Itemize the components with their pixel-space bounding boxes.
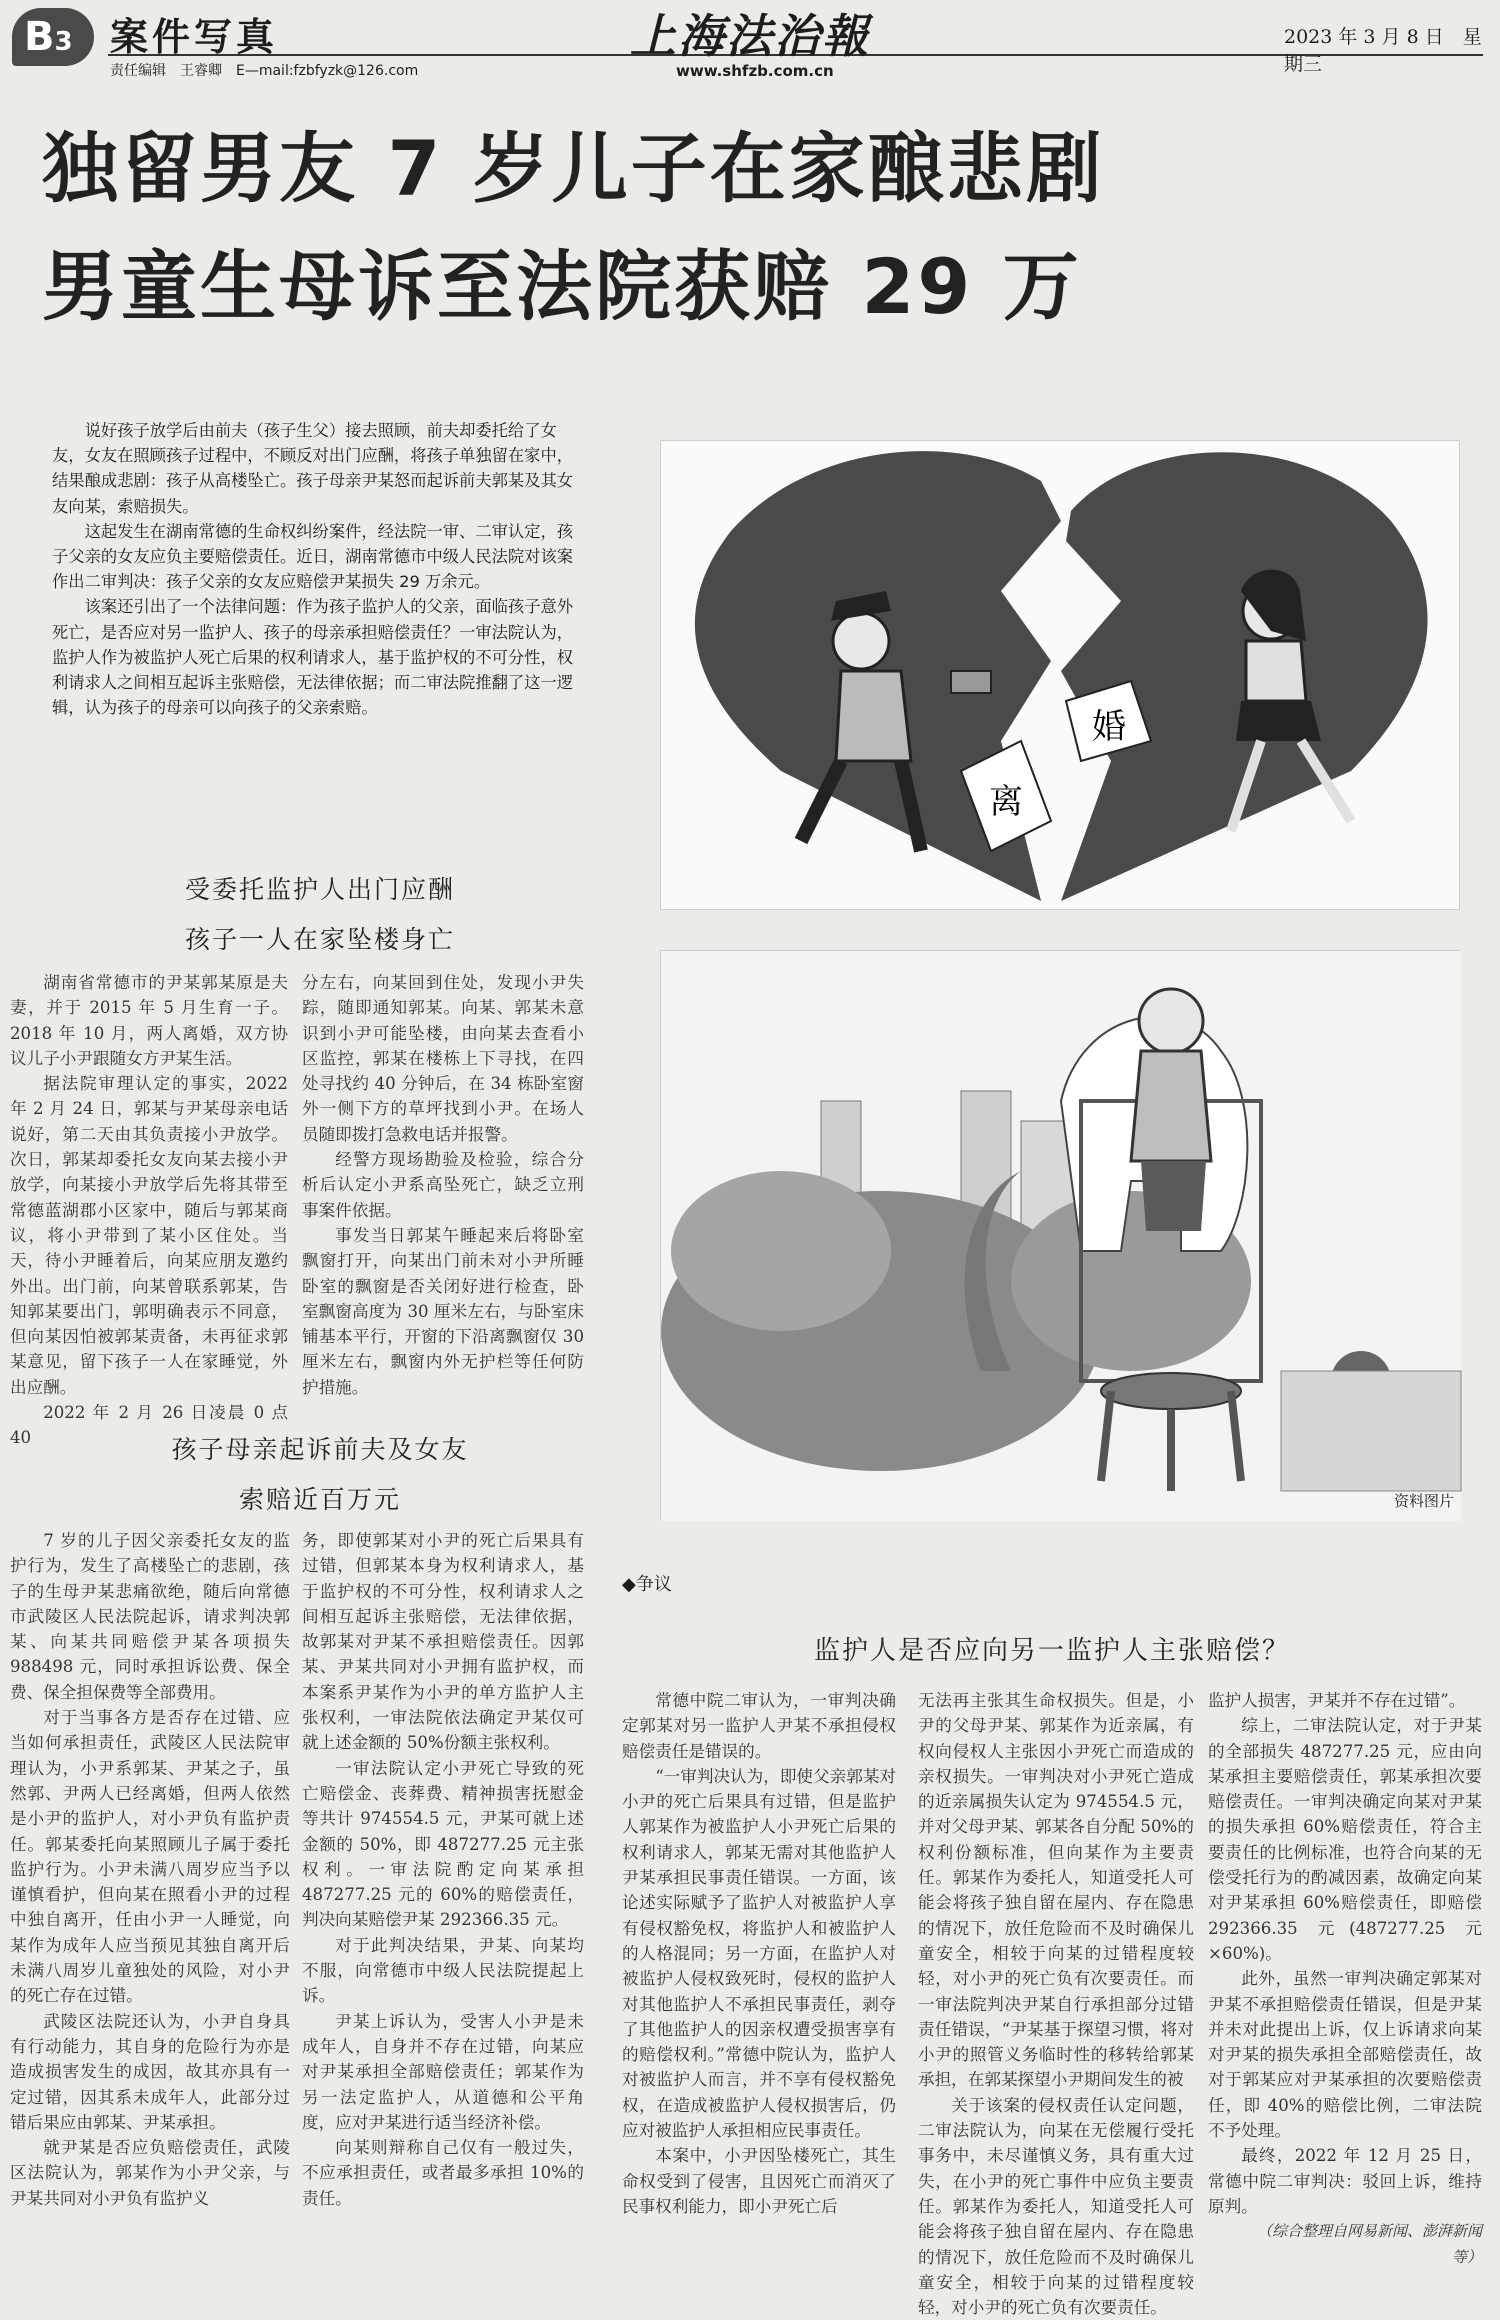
dispute-tag: ◆争议: [622, 1574, 672, 1595]
headline-line-2: 男童生母诉至法院获赔 29 万: [42, 242, 1082, 331]
intro-paragraph: 说好孩子放学后由前夫（孩子生父）接去照顾，前夫却委托给了女友，女友在照顾孩子过程中，不顾反对出门应酬，将孩子单独留在家中，结果酿成悲剧：孩子从高楼坠亡。孩子母亲尹某怒而起诉前夫郭某及其女友向某，索赔损失。: [52, 421, 574, 516]
editor-line: 责任编辑 王睿卿 E—mail:fzbfyzk@126.com: [110, 63, 419, 79]
broken-heart-drawing: [661, 441, 1461, 911]
body-paragraph: 2022 年 2 月 26 日凌晨 0 点 40: [10, 1403, 288, 1448]
body-paragraph: 对于当事各方是否存在过错、应当如何承担责任，武陵区人民法院审理认为，小尹系郭某、尹某之子，虽然郭、尹两人已经离婚，但两人依然是小尹的监护人，对小尹负有监护责任。郭某委托向某照顾儿子属于委托监护行为。小尹未满八周岁应当予以谨慎看护，但向某在照看小尹的过程中独自离开，任由小尹一人睡觉，向某作为成年人应当预见其独自离开后未满八周岁儿童独处的风险，对小尹的死亡存在过错。: [10, 1708, 290, 2006]
body-paragraph: 就尹某是否应负赔偿责任，武陵区法院认为，郭某作为小尹父亲，与尹某共同对小尹负有监护义: [10, 2138, 290, 2208]
illustration-boy-window: [660, 950, 1460, 1520]
body-paragraph: 事发当日郭某午睡起来后将卧室飘窗打开，向某出门前未对小尹所睡卧室的飘窗是否关闭好进行检查，卧室飘窗高度为 30 厘米左右，与卧室床铺基本平行，开窗的下沿离飘窗仅 30 厘米左右，飘窗内外无护栏等任何防护措施。: [302, 1225, 584, 1397]
section-title: 案件写真: [110, 15, 279, 59]
headline-line-1: 独留男友 7 岁儿子在家酿悲剧: [42, 124, 1105, 213]
body-paragraph: 经警方现场勘验及检验，综合分析后认定小尹系高坠死亡，缺乏立刑事案件依据。: [302, 1150, 584, 1220]
section1-title-1: 受委托监护人出门应酬: [184, 875, 455, 904]
divorce-char-1: 离: [989, 782, 1023, 822]
website-url: www.shfzb.com.cn: [676, 62, 834, 80]
dispute-column-b: [918, 1688, 1194, 2318]
intro-paragraph: 该案还引出了一个法律问题：作为孩子监护人的父亲，面临孩子意外死亡，是否应对另一监护人、孩子的母亲承担赔偿责任？一审法院认为，监护人作为被监护人死亡后果的权利请求人，基于监护权的不可分性，权利请求人之间相互起诉主张赔偿，无法律依据；而二审法院推翻了这一逻辑，认为孩子的母亲可以向孩子的父亲索赔。: [52, 597, 574, 718]
section1-column-a: [10, 970, 288, 1451]
body-paragraph: 综上，二审法院认定，对于尹某的全部损失 487277.25 元，应由向某承担主要赔偿责任，郭某承担次要赔偿责任。一审判决确定向某对尹某的损失承担 60%赔偿责任，符合主要责任的比例标准，也符合向某的无偿受托行为的酌减因素，故确定向某对尹某承担 60%赔偿责任，即赔偿 292366.35 元(487277.25 元×60%)。: [1208, 1716, 1482, 1963]
body-paragraph: 尹某上诉认为，受害人小尹是未成年人，自身并不存在过错，向某应对尹某承担全部赔偿责任；郭某作为另一法定监护人，从道德和公平角度，应对尹某进行适当经济补偿。: [302, 2011, 584, 2132]
intro-block: [52, 418, 587, 720]
illustration-broken-heart: [660, 440, 1460, 910]
body-paragraph: 7 岁的儿子因父亲委托女友的监护行为，发生了高楼坠亡的悲剧，孩子的生母尹某悲痛欲绝，随后向常德市武陵区人民法院起诉，请求判决郭某、向某共同赔偿尹某各项损失 988498 元，同时承担诉讼费、保全费、保全担保费等全部费用。: [10, 1531, 290, 1702]
divorce-char-2: 婚: [1092, 707, 1126, 747]
body-paragraph: 务，即使郭某对小尹的死亡后果具有过错，但郭某本身为权利请求人，基于监护权的不可分性，权利请求人之间相互起诉主张赔偿，无法律依据，故郭某对尹某不承担赔偿责任。因郭某、尹某共同对小尹拥有监护权，而本案系尹某作为小尹的单方监护人主张权利，一审法院依法确定尹某仅可就上述金额的 50%份额主张权利。: [302, 1531, 584, 1753]
body-paragraph: 向某则辩称自己仅有一般过失，不应承担责任，或者最多承担 10%的责任。: [302, 2138, 584, 2208]
intro-paragraph: 这起发生在湖南常德的生命权纠纷案件，经法院一审、二审认定，孩子父亲的女友应负主要赔偿责任。近日，湖南常德市中级人民法院对该案作出二审判决：孩子父亲的女友应赔偿尹某损失 29 万余元。: [52, 521, 574, 592]
body-paragraph: 武陵区法院还认为，小尹自身具有行动能力，其自身的危险行为亦是造成损害发生的成因，故其亦具有一定过错，因其系未成年人，此部分过错后果应由郭某、尹某承担。: [10, 2011, 290, 2132]
body-paragraph: 湖南省常德市的尹某郭某原是夫妻，并于 2015 年 5 月生育一子。2018 年 10 月，两人离婚，双方协议儿子小尹跟随女方尹某生活。: [10, 973, 288, 1068]
masthead-logo: 上海法治報: [630, 9, 870, 63]
body-paragraph: 本案中，小尹因坠楼死亡，其生命权受到了侵害，且因死亡而消灭了民事权利能力，即小尹死亡后: [622, 2146, 896, 2216]
section1-column-b: [302, 970, 584, 1400]
body-paragraph: 据法院审理认定的事实，2022 年 2 月 24 日，郭某与尹某母亲电话说好，第二天由其负责接小尹放学。次日，郭某却委托女友向某去接小尹放学，向某接小尹放学后先将其带至常德蓝湖郡小区家中，随后与郭某商议，将小尹带到了某小区住处。当天，待小尹睡着后，向某应朋友邀约外出。出门前，向某曾联系郭某，告知郭某要出门，郭明确表示不同意，但向某因怕被郭某责备，未再征求郭某意见，留下孩子一人在家睡觉，外出应酬。: [10, 1074, 288, 1397]
boy-window-drawing: [661, 951, 1461, 1521]
body-paragraph: 最终，2022 年 12 月 25 日，常德中院二审判决：驳回上诉，维持原判。: [1208, 2146, 1482, 2216]
section2-title-1: 孩子母亲起诉前夫及女友: [171, 1435, 469, 1464]
body-paragraph: “一审判决认为，即使父亲郭某对小尹的死亡后果具有过错，但是监护人郭某作为被监护人小尹死亡后果的权利请求人，郭某无需对其他监护人尹某承担民事责任错误。一方面，该论述实际赋予了监护人对被监护人享有侵权豁免权，将监护人和被监护人的人格混同；另一方面，在监护人对被监护人侵权致死时，侵权的监护人对其他监护人不承担民事责任，剥夺了其他监护人的因亲权遭受损害享有的赔偿权利。”常德中院认为，监护人对被监护人而言，并不享有侵权豁免权，在造成被监护人侵权损害后，仍应对被监护人承担相应民事责任。: [622, 1766, 896, 2141]
section1-title-2: 孩子一人在家坠楼身亡: [184, 925, 455, 954]
body-paragraph: 对于此判决结果，尹某、向某均不服，向常德市中级人民法院提起上诉。: [302, 1935, 584, 2006]
page-header: [0, 0, 1500, 90]
body-paragraph: 此外，虽然一审判决确定郭某对尹某不承担赔偿责任错误，但是尹某并未对此提出上诉，仅上诉请求向某对尹某的损失承担全部赔偿责任，故对于郭某应对尹某承担的次要赔偿责任，即 40%的赔偿比例，二审法院不予处理。: [1208, 1969, 1482, 2141]
section2-column-a: [10, 1528, 290, 2218]
source-note: （综合整理自网易新闻、澎湃新闻等）: [1256, 2222, 1482, 2266]
section2-column-b: [302, 1528, 584, 2218]
body-paragraph: 监护人损害，尹某并不存在过错”。: [1208, 1691, 1466, 1710]
body-paragraph: 分左右，向某回到住处，发现小尹失踪，随即通知郭某。向某、郭某未意识到小尹可能坠楼，由向某去查看小区监控，郭某在楼栋上下寻找，在四处寻找约 40 分钟后，在 34 栋卧室窗外一侧下方的草坪找到小尹。在场人员随即拨打急救电话并报警。: [302, 973, 584, 1144]
dispute-column-a: [622, 1688, 896, 2218]
body-paragraph: 常德中院二审认为，一审判决确定郭某对另一监护人尹某不承担侵权赔偿责任是错误的。: [622, 1691, 896, 1761]
page-badge: B3: [12, 8, 94, 66]
body-paragraph: 关于该案的侵权责任认定问题，二审法院认为，向某在无偿履行受托事务中，未尽谨慎义务，具有重大过失，在小尹的死亡事件中应负主要责任。郭某作为委托人，知道受托人可能会将孩子独自留在屋内、存在隐患的情况下，放任危险而不及时确保儿童安全，相较于向某的过错程度较轻，对小尹的死亡负有次要责任。: [918, 2095, 1194, 2318]
dispute-title: 监护人是否应向另一监护人主张赔偿？: [813, 1636, 1290, 1666]
body-paragraph: 无法再主张其生命权损失。但是，小尹的父母尹某、郭某作为近亲属，有权向侵权人主张因小尹死亡而造成的亲权损失。一审判决对小尹死亡造成的近亲属损失认定为 974554.5 元，并对父母尹某、郭某各自分配 50%的权利份额标准，但向某作为主要责任。郭某作为委托人，知道受托人可能会将孩子独自留在屋内、存在隐患的情况下，放任危险而不及时确保儿童安全，相较于向某的过错程度较轻，对小尹的死亡负有次要责任。而一审法院判决尹某自行承担部分过错责任错误，“尹某基于探望习惯，将对小尹的照管义务临时性的移转给郭某承担，在郭某探望小尹期间发生的被: [918, 1691, 1194, 2090]
body-paragraph: 一审法院认定小尹死亡导致的死亡赔偿金、丧葬费、精神损害抚慰金等共计 974554.5 元，尹某可就上述金额的 50%，即 487277.25 元主张权利。一审法院酌定向某承担 487277.25 元的 60%的赔偿责任，判决向某赔偿尹某 292366.35 元。: [302, 1758, 584, 1930]
section2-title-2: 索赔近百万元: [238, 1485, 401, 1514]
issue-date: 2023 年 3 月 8 日 星期三: [1284, 26, 1482, 75]
dispute-column-c: [1208, 1688, 1482, 2266]
image-caption: 资料图片: [1394, 1492, 1455, 1510]
